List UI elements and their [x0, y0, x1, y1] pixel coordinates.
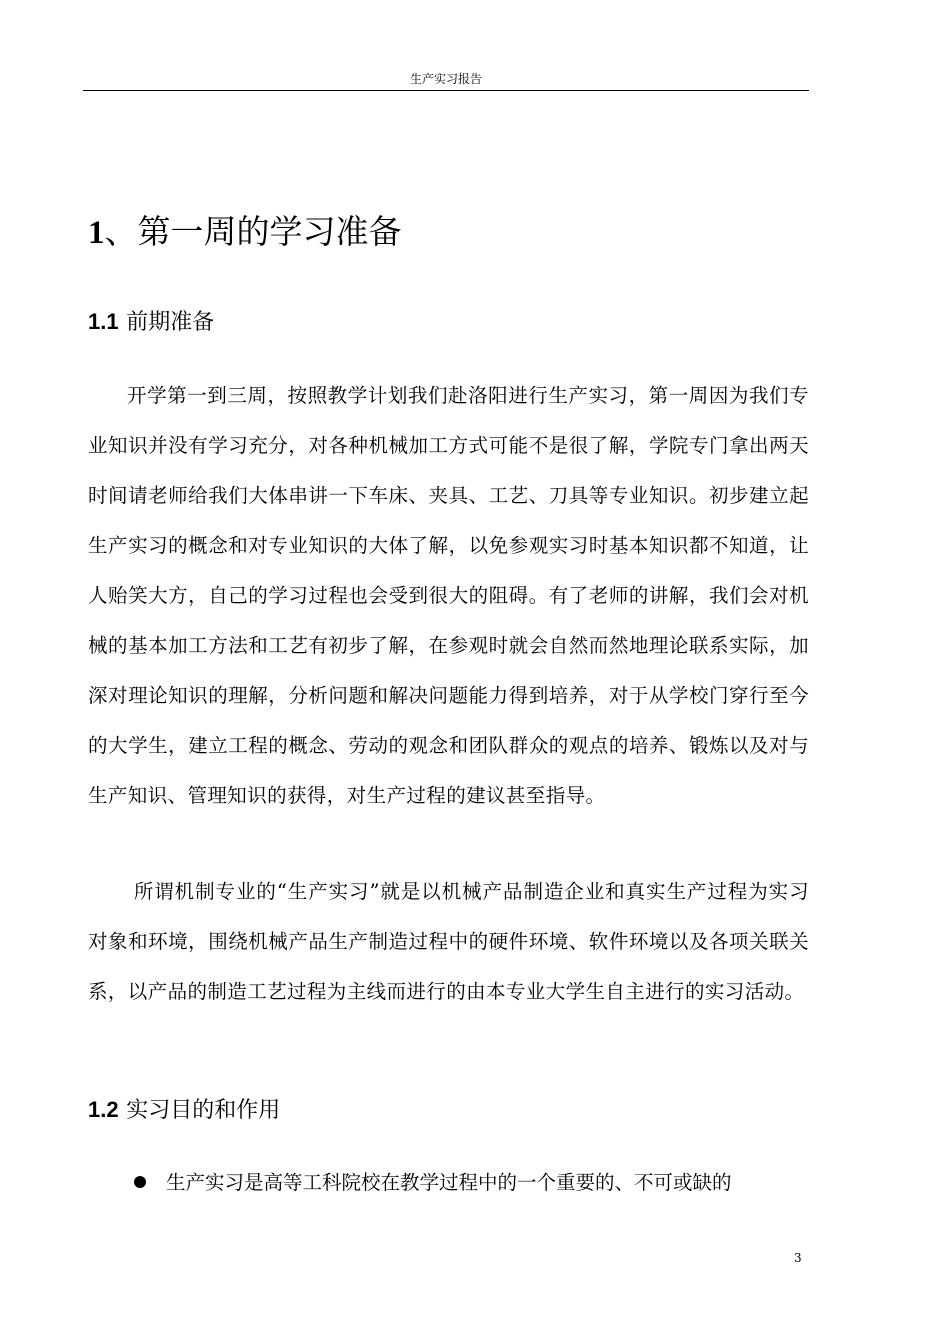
section-title-1-2 — [88, 1093, 280, 1128]
paragraph-1: 开学第一到三周，按照教学计划我们赴洛阳进行生产实习，第一周因为我们专业知识并没有学习充分，对各种机械加工方式可能不是很了解，学院专门拿出两天时间请老师给我们大体串讲一下车床、夹具、工艺、刀具等专业知识。初步建立起生产实习的概念和对专业知识的大体了解，以免参观实习时基本知识都不知道，让人贻笑大方，自己的学习过程也会受到很大的阻碍。有了老师的讲解，我们会对机械的基本加工方法和工艺有初步了解，在参观时就会自然而然地理论联系实际，加深对理论知识的理解，分析问题和解决问题能力得到培养，对于从学校门穿行至今的大学生，建立工程的概念、劳动的观念和团队群众的观点的培养、锻炼以及对与生产知识、管理知识的获得，对生产过程的建议甚至指导。 — [88, 384, 809, 807]
chapter-title — [88, 206, 402, 259]
bullet-icon — [134, 1176, 146, 1188]
header-title: 生产实习报告 — [409, 72, 482, 86]
page-number: 3 — [794, 1251, 802, 1265]
section-title-text: 实习目的和作用 — [126, 1098, 281, 1123]
section-title-1-1 — [88, 305, 214, 340]
paragraph-2: 所谓机制专业的“生产实习”就是以机械产品制造企业和真实生产过程为实习对象和环境，围绕机械产品生产制造过程中的硬件环境、软件环境以及各项关联关系，以产品的制造工艺过程为主线而进行的由本专业大学生自主进行的实习活动。 — [88, 880, 809, 1003]
bullet-text: 生产实习是高等工科院校在教学过程中的一个重要的、不可或缺的 — [166, 1171, 732, 1194]
page-header — [83, 70, 809, 91]
section-number: 1.2 — [88, 1097, 119, 1122]
bullet-item — [134, 1158, 814, 1208]
chapter-number: 1 — [88, 215, 105, 251]
section-number: 1.1 — [88, 309, 119, 334]
chapter-title-text: 、第一周的学习准备 — [104, 212, 402, 251]
section-title-text: 前期准备 — [126, 310, 215, 335]
